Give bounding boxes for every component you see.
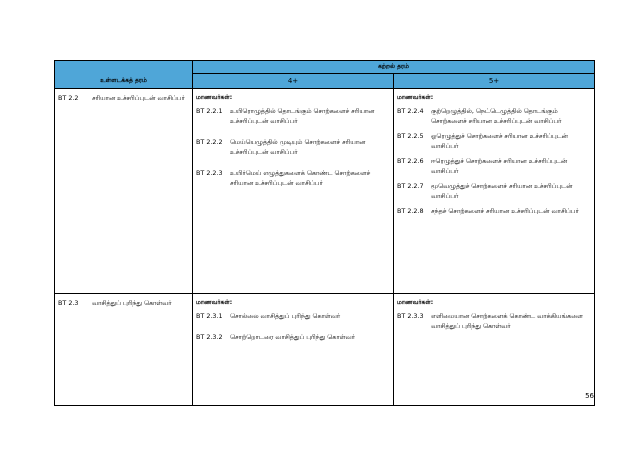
standard-description: ஈரெழுத்துச் சொற்களைச் சரியான உச்சரிப்புடன் வாசிப்பர்	[431, 157, 568, 175]
standard-code: BT 2.2.8	[397, 207, 424, 215]
standard-description: வாசித்துப் புரிந்து கொள்வர்	[92, 299, 172, 307]
students-label: மாணவர்கள்:	[196, 299, 233, 306]
learning-standard	[397, 206, 591, 216]
learning-standard	[196, 311, 390, 321]
learning-standard	[196, 106, 390, 126]
standard-description: மெய்யெழுத்தில் முடியும் சொற்களைச் சரியான உச்சரிப்புடன் வாசிப்பர்	[230, 138, 366, 156]
standard-code: BT 2.2.5	[397, 132, 424, 140]
level-5-cell	[394, 294, 595, 406]
learning-standard	[397, 156, 591, 176]
learning-standard	[397, 106, 591, 126]
standard-description: சந்தச் சொற்களைச் சரியான உச்சரிப்புடன் வாசிப்பர்	[431, 207, 579, 215]
standard-code: BT 2.2.7	[397, 182, 424, 190]
standard-code: BT 2.3.1	[196, 312, 223, 320]
content-standard	[58, 298, 189, 308]
standard-code: BT 2.3.2	[196, 333, 223, 341]
content-standard-cell	[55, 294, 193, 406]
table-row	[55, 294, 595, 406]
level-4-header: 4+	[193, 74, 394, 89]
standard-description: சொற்றொடரை வாசித்துப் புரிந்து கொள்வர்	[230, 333, 355, 341]
standard-description: சரியான உச்சரிப்புடன் வாசிப்பர்	[92, 94, 185, 102]
students-label: மாணவர்கள்:	[397, 299, 434, 306]
table-row	[55, 89, 595, 294]
standard-description: மூவெழுத்துச் சொற்களைச் சரியான உச்சரிப்புடன் வாசிப்பர்	[431, 182, 573, 200]
learning-standard	[397, 131, 591, 151]
standard-description: உயிர்மெய் எழுத்துகளைக் கொண்ட சொற்களைச் சரியான உச்சரிப்புடன் வாசிப்பர்	[230, 169, 371, 187]
page-number: 56	[585, 392, 594, 400]
learning-standard	[397, 181, 591, 201]
content-standard	[58, 93, 189, 103]
standard-code: BT 2.2	[58, 94, 79, 102]
standard-code: BT 2.2.4	[397, 107, 424, 115]
level-4-cell	[193, 294, 394, 406]
standard-code: BT 2.2.1	[196, 107, 223, 115]
learning-standard	[397, 311, 591, 331]
learning-standard	[196, 168, 390, 188]
content-standard-cell	[55, 89, 193, 294]
standard-description: சொல்லை வாசித்துப் புரிந்து கொள்வர்	[230, 312, 341, 320]
learning-standard	[196, 137, 390, 157]
standard-code: BT 2.2.3	[196, 169, 223, 177]
standard-description: எளிமையான சொற்களைக் கொண்ட வாக்கியங்களை வாசித்துப் புரிந்து கொள்வர்	[431, 312, 583, 330]
curriculum-table	[54, 60, 595, 406]
standard-description: உயிரொழுத்தில் தொடங்கும் சொற்களைச் சரியான உச்சரிப்புடன் வாசிப்பர்	[230, 107, 375, 125]
level-4-cell	[193, 89, 394, 294]
content-standard-header: உள்ளடக்கத் தரம்	[55, 61, 193, 89]
standard-description: குற்றெழுத்தில், நெட்டெழுத்தில் தொடங்கும் சொற்களைச் சரியான உச்சரிப்புடன் வாசிப்பர்	[431, 107, 562, 125]
learning-standard	[196, 332, 390, 342]
students-label: மாணவர்கள்:	[196, 94, 233, 101]
standard-code: BT 2.3.3	[397, 312, 424, 320]
level-5-cell	[394, 89, 595, 294]
standard-code: BT 2.3	[58, 299, 79, 307]
standard-description: ஓரெழுத்துச் சொற்களைச் சரியான உச்சரிப்புடன் வாசிப்பர்	[431, 132, 568, 150]
standard-code: BT 2.2.2	[196, 138, 223, 146]
level-5-header: 5+	[394, 74, 595, 89]
learning-standard-header: கற்றல் தரம்	[193, 61, 595, 74]
students-label: மாணவர்கள்:	[397, 94, 434, 101]
standard-code: BT 2.2.6	[397, 157, 424, 165]
